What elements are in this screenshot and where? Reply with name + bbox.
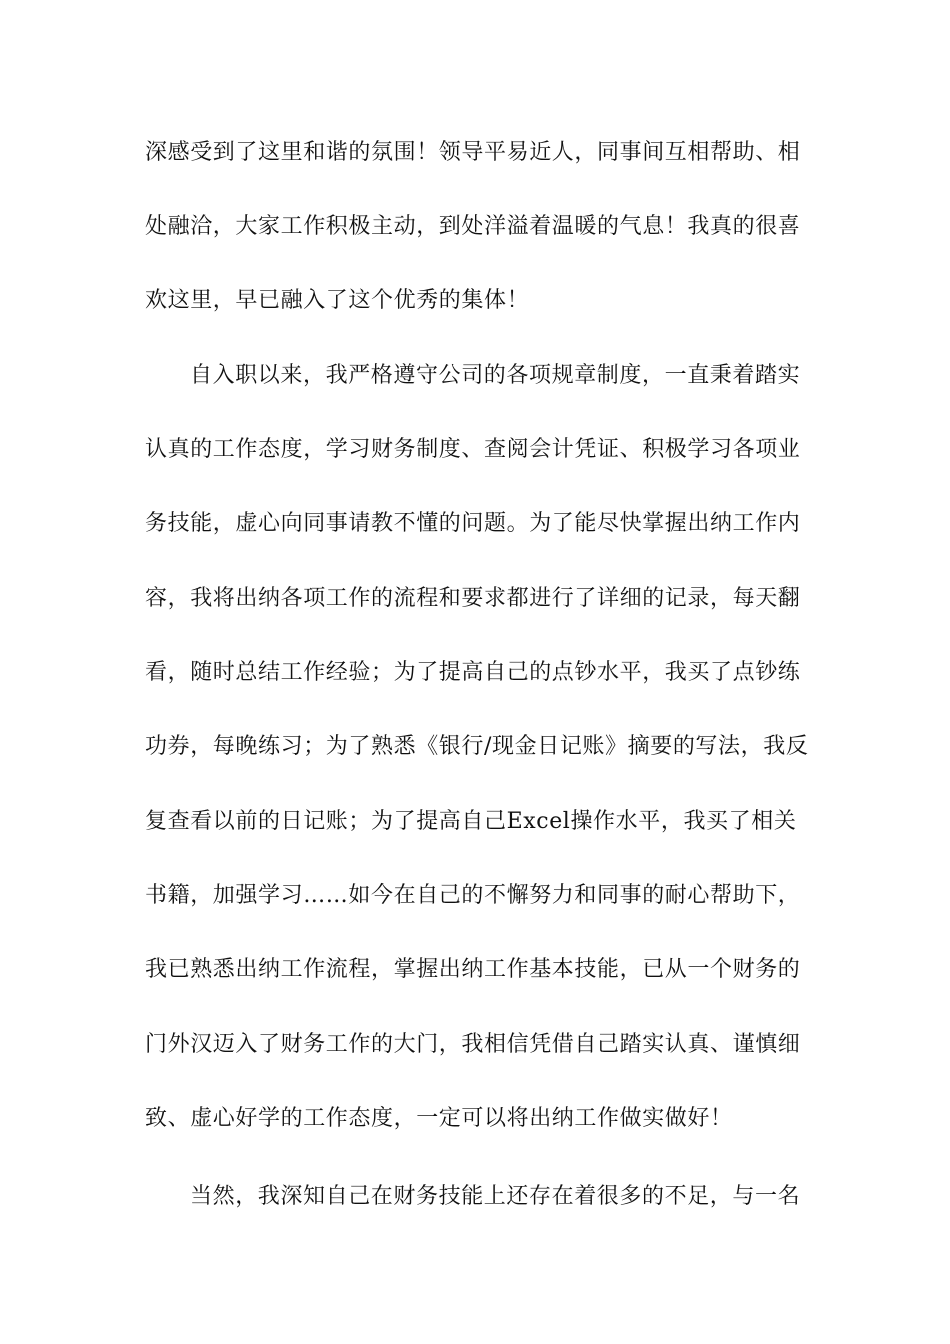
paragraph-first-line: 自入职以来，我严格遵守公司的各项规章制度，一直秉着踏实	[190, 363, 801, 388]
text-line: 复查看以前的日记账；为了提高自己Excel操作水平，我买了相关	[145, 809, 797, 834]
paragraph-first-line: 当然，我深知自己在财务技能上还存在着很多的不足，与一名	[190, 1184, 801, 1209]
text-line: 处融洽，大家工作积极主动，到处洋溢着温暖的气息！我真的很喜	[145, 214, 801, 239]
text-line: 务技能，虚心向同事请教不懂的问题。为了能尽快掌握出纳工作内	[145, 511, 801, 536]
text-line: 致、虚心好学的工作态度，一定可以将出纳工作做实做好！	[145, 1106, 733, 1131]
text-line: 功券，每晚练习；为了熟悉《银行/现金日记账》摘要的写法，我反	[145, 734, 809, 759]
text-line: 门外汉迈入了财务工作的大门，我相信凭借自己踏实认真、谨慎细	[145, 1032, 801, 1057]
text-line: 欢这里，早已融入了这个优秀的集体！	[145, 288, 530, 313]
text-line: 认真的工作态度，学习财务制度、查阅会计凭证、积极学习各项业	[145, 437, 801, 462]
text-line: 书籍，加强学习……如今在自己的不懈努力和同事的耐心帮助下，	[145, 883, 801, 908]
text-line: 看，随时总结工作经验；为了提高自己的点钞水平，我买了点钞练	[145, 660, 801, 685]
text-line: 我已熟悉出纳工作流程，掌握出纳工作基本技能，已从一个财务的	[145, 957, 801, 982]
text-line: 深感受到了这里和谐的氛围！领导平易近人，同事间互相帮助、相	[145, 140, 801, 165]
text-line: 容，我将出纳各项工作的流程和要求都进行了详细的记录，每天翻	[145, 586, 801, 611]
